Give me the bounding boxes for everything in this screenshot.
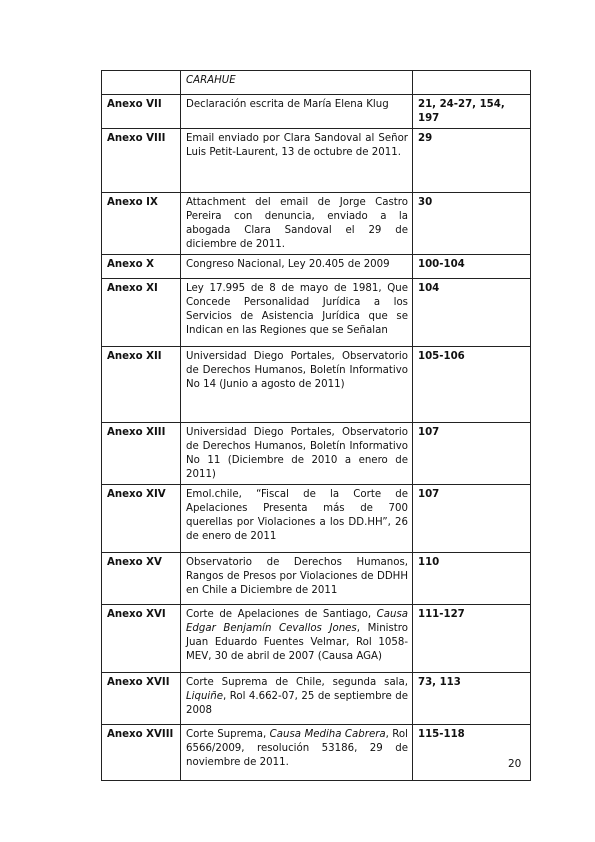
annex-description bbox=[181, 605, 413, 673]
description-segment: Attachment del email de Jorge Castro Pereira con denuncia, enviado a la abogada Clara Sandoval el 29 de diciembre de 2011. bbox=[186, 197, 408, 250]
annex-pages: 100-104 bbox=[413, 255, 531, 279]
annex-label: Anexo XIV bbox=[102, 485, 181, 553]
table-row bbox=[102, 423, 531, 485]
annex-table bbox=[101, 70, 531, 781]
annex-pages: 107 bbox=[413, 423, 531, 485]
table-row bbox=[102, 95, 531, 129]
annex-label: Anexo VIII bbox=[102, 129, 181, 193]
annex-label bbox=[102, 71, 181, 95]
description-segment: Liquiñe bbox=[186, 691, 223, 702]
annex-description bbox=[181, 95, 413, 129]
description-segment: Declaración escrita de María Elena Klug bbox=[186, 99, 389, 110]
table-row bbox=[102, 71, 531, 95]
annex-label: Anexo XIII bbox=[102, 423, 181, 485]
table-row bbox=[102, 279, 531, 347]
annex-pages: 111-127 bbox=[413, 605, 531, 673]
description-segment: Universidad Diego Portales, Observatorio de Derechos Humanos, Boletín Informativo No 14 (Junio a agosto de 2011) bbox=[186, 351, 408, 390]
description-segment: , Rol 4.662-07, 25 de septiembre de 2008 bbox=[186, 691, 408, 716]
description-segment: Corte Suprema de Chile, segunda sala, bbox=[186, 677, 408, 688]
annex-pages: 21, 24-27, 154, 197 bbox=[413, 95, 531, 129]
table-row bbox=[102, 605, 531, 673]
annex-label: Anexo XV bbox=[102, 553, 181, 605]
annex-description bbox=[181, 71, 413, 95]
table-row bbox=[102, 553, 531, 605]
description-segment: Causa Edgar Benjamín Cevallos Jones bbox=[186, 609, 408, 634]
annex-table-body bbox=[102, 71, 531, 781]
description-segment: Universidad Diego Portales, Observatorio de Derechos Humanos, Boletín Informativo No 11 (Diciembre de 2010 a enero de 2011) bbox=[186, 427, 408, 480]
annex-label: Anexo XVII bbox=[102, 673, 181, 725]
annex-label: Anexo IX bbox=[102, 193, 181, 255]
description-segment: Congreso Nacional, Ley 20.405 de 2009 bbox=[186, 259, 390, 270]
annex-pages: 29 bbox=[413, 129, 531, 193]
table-row bbox=[102, 129, 531, 193]
annex-description bbox=[181, 673, 413, 725]
description-segment: Corte Suprema, bbox=[186, 729, 270, 740]
description-segment: Causa Mediha Cabrera bbox=[269, 729, 386, 740]
annex-description bbox=[181, 255, 413, 279]
annex-label: Anexo X bbox=[102, 255, 181, 279]
annex-pages: 104 bbox=[413, 279, 531, 347]
annex-label: Anexo XVIII bbox=[102, 725, 181, 781]
annex-pages: 30 bbox=[413, 193, 531, 255]
description-segment: Ley 17.995 de 8 de mayo de 1981, Que Concede Personalidad Jurídica a los Servicios de Asistencia Jurídica que se Indican en las Regiones que se Señalan bbox=[186, 283, 408, 336]
annex-pages: 110 bbox=[413, 553, 531, 605]
annex-pages: 105-106 bbox=[413, 347, 531, 423]
annex-description bbox=[181, 279, 413, 347]
annex-pages: 73, 113 bbox=[413, 673, 531, 725]
table-row bbox=[102, 347, 531, 423]
description-segment: Emol.chile, “Fiscal de la Corte de Apelaciones Presenta más de 700 querellas por Violaciones a los DD.HH”, 26 de enero de 2011 bbox=[186, 489, 408, 542]
annex-label: Anexo VII bbox=[102, 95, 181, 129]
annex-description bbox=[181, 193, 413, 255]
annex-label: Anexo XVI bbox=[102, 605, 181, 673]
table-row bbox=[102, 673, 531, 725]
annex-description bbox=[181, 347, 413, 423]
description-segment: Corte de Apelaciones de Santiago, bbox=[186, 609, 377, 620]
annex-pages: 115-118 bbox=[413, 725, 531, 781]
annex-pages bbox=[413, 71, 531, 95]
page-number: 20 bbox=[508, 758, 522, 770]
annex-description bbox=[181, 423, 413, 485]
table-row bbox=[102, 193, 531, 255]
description-segment: Email enviado por Clara Sandoval al Señor Luis Petit-Laurent, 13 de octubre de 2011. bbox=[186, 133, 408, 158]
table-row bbox=[102, 255, 531, 279]
annex-pages: 107 bbox=[413, 485, 531, 553]
annex-label: Anexo XII bbox=[102, 347, 181, 423]
annex-description bbox=[181, 725, 413, 781]
annex-description bbox=[181, 129, 413, 193]
annex-description bbox=[181, 485, 413, 553]
description-segment: CARAHUE bbox=[186, 75, 236, 86]
description-segment: Observatorio de Derechos Humanos, Rangos de Presos por Violaciones de DDHH en Chile a Diciembre de 2011 bbox=[186, 557, 408, 596]
table-row bbox=[102, 725, 531, 781]
description-segment: , Rol 6566/2009, resolución 53186, 29 de noviembre de 2011. bbox=[186, 729, 408, 768]
description-segment: , Ministro Juan Eduardo Fuentes Velmar, Rol 1058-MEV, 30 de abril de 2007 (Causa AGA) bbox=[186, 623, 409, 662]
annex-label: Anexo XI bbox=[102, 279, 181, 347]
table-row bbox=[102, 485, 531, 553]
annex-description bbox=[181, 553, 413, 605]
